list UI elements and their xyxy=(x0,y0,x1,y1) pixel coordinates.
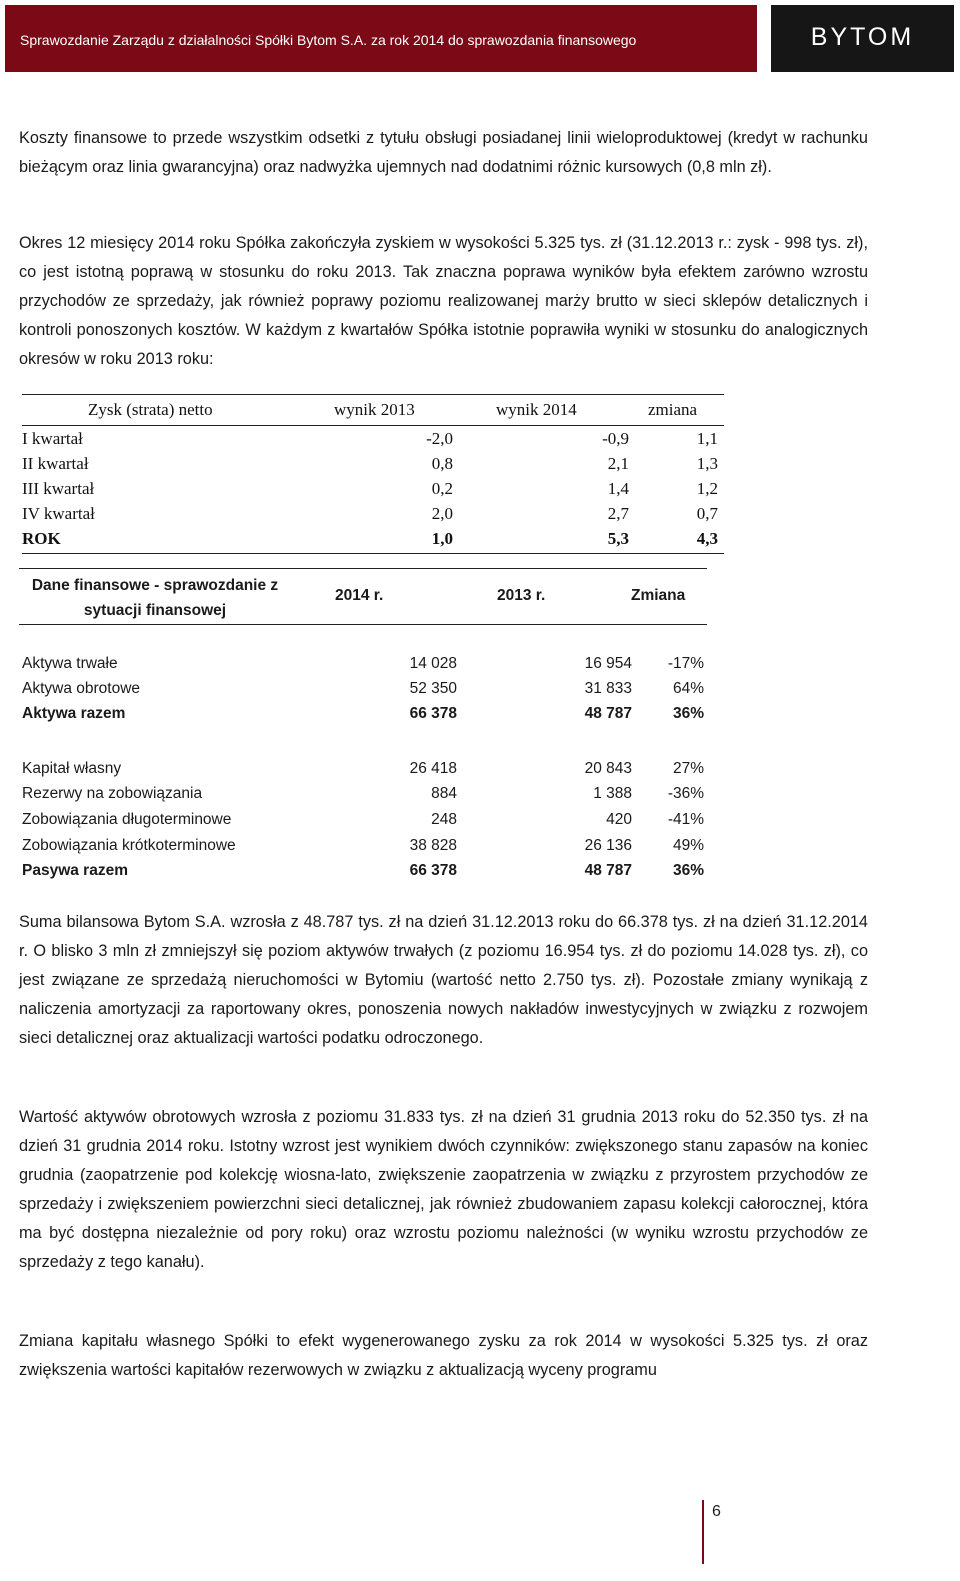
balance-header-label-line1: Dane finansowe - sprawozdanie z xyxy=(31,577,279,594)
value-2014: 14 028 xyxy=(409,655,457,672)
paragraph-profit: Okres 12 miesięcy 2014 roku Spółka zakończyła zyskiem w wysokości 5.325 tys. zł (31.12.2013 r.: zysk - 998 tys. zł), co jest istotną poprawą w stosunku do roku 2013. Tak znaczna poprawa wyników była efektem zarówno wzrostu przychodów ze sprzedaży, jak również poprawy poziomu realizowanej marży brutto w sieci sklepów detalicznych i kontroli ponoszonych kosztów. W każdym z kwartałów Spółka istotnie poprawiła wyniki w stosunku do analogicznych okresów w roku 2013 roku: xyxy=(19,234,868,368)
value-2013: 1,0 xyxy=(431,529,453,548)
balance-header-2013: 2013 r. xyxy=(497,587,546,604)
value-2014: 2,1 xyxy=(607,454,629,473)
profit-header-label: Zysk (strata) netto xyxy=(88,400,213,419)
value-2014: 66 378 xyxy=(409,862,457,879)
value-change: 1,2 xyxy=(696,479,718,498)
value-change: 1,1 xyxy=(696,429,718,448)
value-change: 0,7 xyxy=(696,504,718,523)
value-2013: 420 xyxy=(606,811,632,828)
value-2014: -0,9 xyxy=(602,429,629,448)
table-row xyxy=(22,680,704,704)
table-row xyxy=(22,451,724,476)
value-2014: 884 xyxy=(431,785,457,802)
row-label: Aktywa razem xyxy=(22,705,126,722)
value-2013: 1 388 xyxy=(593,785,632,802)
value-change: -36% xyxy=(667,785,704,802)
table-row xyxy=(22,837,704,861)
value-2014: 5,3 xyxy=(607,529,629,548)
table-row xyxy=(22,811,704,835)
row-label: Aktywa obrotowe xyxy=(22,680,141,697)
value-2013: 0,8 xyxy=(431,454,453,473)
header-bar xyxy=(5,5,757,72)
value-2013: 0,2 xyxy=(431,479,453,498)
value-2013: 2,0 xyxy=(431,504,453,523)
value-2014: 26 418 xyxy=(409,760,457,777)
profit-header-2013: wynik 2013 xyxy=(334,400,415,419)
row-label: II kwartał xyxy=(22,454,89,473)
balance-header-2014: 2014 r. xyxy=(335,587,384,604)
table-row xyxy=(22,476,724,501)
value-2013: 48 787 xyxy=(584,862,632,879)
profit-table-header xyxy=(22,394,724,426)
row-label: Kapitał własny xyxy=(22,760,122,777)
value-change: -41% xyxy=(667,811,704,828)
value-2014: 38 828 xyxy=(409,837,457,854)
value-change: 4,3 xyxy=(696,529,718,548)
balance-header-label-line2: sytuacji finansowej xyxy=(83,602,227,619)
profit-header-change: zmiana xyxy=(648,400,698,419)
row-label: Aktywa trwałe xyxy=(22,655,118,672)
value-2013: 31 833 xyxy=(584,680,632,697)
value-2013: 16 954 xyxy=(584,655,632,672)
value-change: 27% xyxy=(672,760,704,777)
value-2014: 1,4 xyxy=(607,479,629,498)
paragraph-balance-total: Suma bilansowa Bytom S.A. wzrosła z 48.787 tys. zł na dzień 31.12.2013 roku do 66.378 tys. zł na dzień 31.12.2014 r. O blisko 3 mln zł zmniejszył się poziom aktywów trwałych (z poziomu 16.954 tys. zł do poziomu 14.028 tys. zł), co jest związane ze sprzedażą nieruchomości w Bytomiu (wartość netto 2.750 tys. zł). Pozostałe zmiany wynikają z naliczenia amortyzacji za raportowany okres, ponoszenia nowych nakładów inwestycyjnych w związku z rozwojem sieci detalicznej oraz aktualizacji wartości podatku odroczonego. xyxy=(19,913,868,1047)
row-label: Rezerwy na zobowiązania xyxy=(22,785,203,802)
table-row xyxy=(22,785,704,809)
table-row xyxy=(22,760,704,784)
row-label: Pasywa razem xyxy=(22,862,128,879)
page-number: 6 xyxy=(712,1503,721,1520)
value-change: 64% xyxy=(672,680,704,697)
table-row-total xyxy=(22,705,704,729)
paragraph-current-assets: Wartość aktywów obrotowych wzrosła z poziomu 31.833 tys. zł na dzień 31 grudnia 2013 roku do 52.350 tys. zł na dzień 31 grudnia 2014 roku. Istotny wzrost jest wynikiem dwóch czynników: zwiększonego stanu zapasów na koniec grudnia (zaopatrzenie pod kolekcję wiosna-lato, zwiększenie zaopatrzenia w związku z przyrostem przychodów ze sprzedaży i zwiększeniem powierzchni sieci detalicznej, jak również zbudowaniem zapasu kolekcji całorocznej, która ma być dostępna niezależnie od pory roku) oraz wzrostu poziomu należności (w wyniku wzrostu przychodów ze sprzedaży z tego kanału). xyxy=(19,1108,868,1271)
value-change: 49% xyxy=(672,837,704,854)
table-row xyxy=(22,426,724,451)
value-2014: 2,7 xyxy=(607,504,629,523)
balance-header-change: Zmiana xyxy=(631,587,686,604)
row-label: ROK xyxy=(22,529,61,548)
value-2014: 52 350 xyxy=(409,680,457,697)
value-change: -17% xyxy=(667,655,704,672)
value-2013: 26 136 xyxy=(584,837,632,854)
paragraph-financial-costs: Koszty finansowe to przede wszystkim odsetki z tytułu obsługi posiadanej linii wieloproduktowej (kredyt w rachunku bieżącym oraz linia gwarancyjna) oraz nadwyżka ujemnych nad dodatnimi różnic kursowych (0,8 mln zł). xyxy=(19,129,868,176)
table-row xyxy=(22,501,724,526)
value-2013: 48 787 xyxy=(584,705,632,722)
table-row xyxy=(22,655,704,679)
value-change: 1,3 xyxy=(696,454,718,473)
value-2013: -2,0 xyxy=(426,429,453,448)
logo-text: BYTOM xyxy=(810,23,915,51)
header-title: Sprawozdanie Zarządu z działalności Spółki Bytom S.A. za rok 2014 do sprawozdania finansowego xyxy=(20,32,637,48)
table-row-total xyxy=(22,862,704,886)
value-change: 36% xyxy=(672,705,704,722)
row-label: Zobowiązania długoterminowe xyxy=(22,811,232,828)
balance-header-label xyxy=(19,573,291,623)
paragraph-equity: Zmiana kapitału własnego Spółki to efekt wygenerowanego zysku za rok 2014 w wysokości 5.325 tys. zł oraz zwiększenia wartości kapitałów rezerwowych w związku z aktualizacją wyceny programu xyxy=(19,1332,868,1379)
value-2013: 20 843 xyxy=(584,760,632,777)
row-label: I kwartał xyxy=(22,429,83,448)
row-label: IV kwartał xyxy=(22,504,95,523)
value-2014: 66 378 xyxy=(409,705,457,722)
balance-table-header xyxy=(19,568,707,625)
profit-table xyxy=(22,394,724,554)
row-label: III kwartał xyxy=(22,479,95,498)
value-change: 36% xyxy=(672,862,704,879)
value-2014: 248 xyxy=(431,811,457,828)
row-label: Zobowiązania krótkoterminowe xyxy=(22,837,236,854)
logo xyxy=(771,5,954,72)
table-row-total xyxy=(22,526,724,554)
page-number-divider xyxy=(702,1500,704,1564)
profit-header-2014: wynik 2014 xyxy=(496,400,577,419)
